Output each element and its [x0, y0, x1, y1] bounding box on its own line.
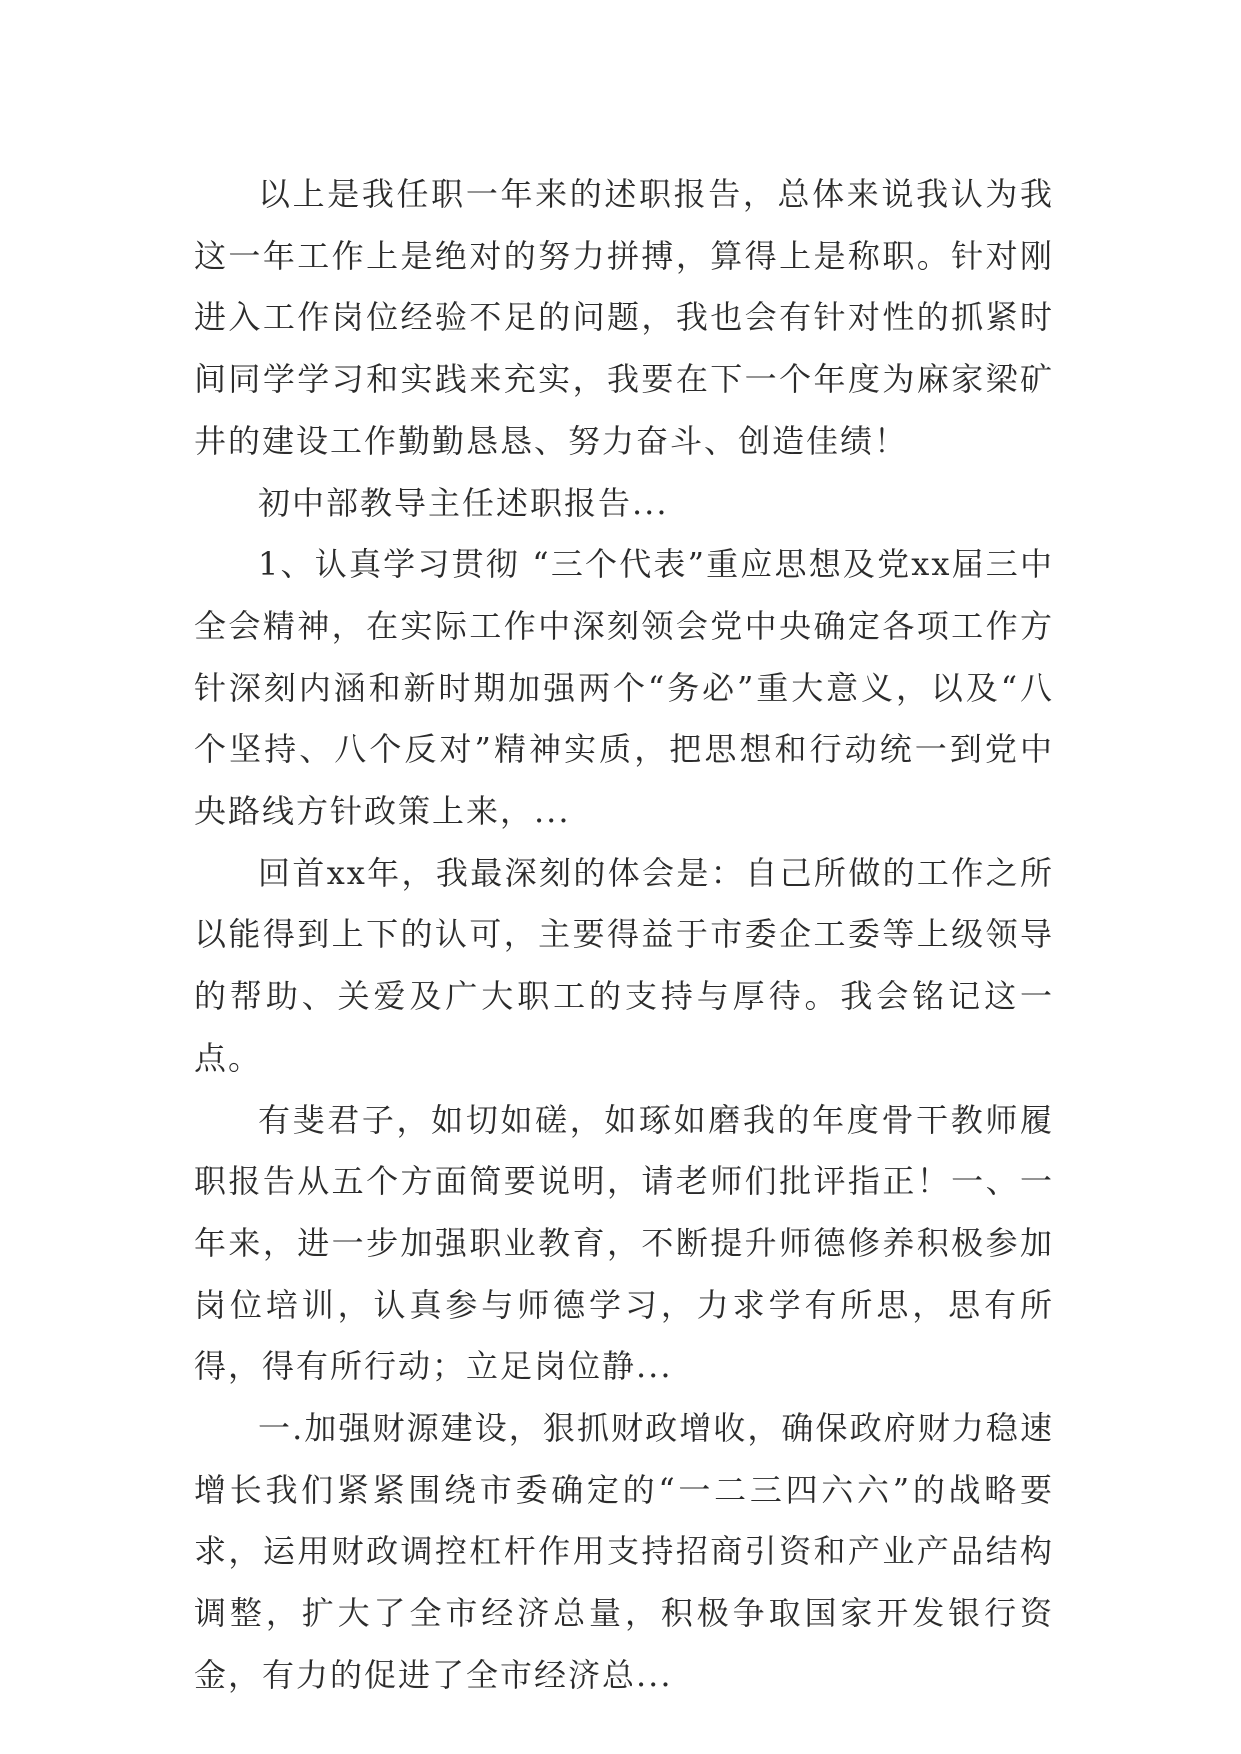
paragraph-1: 以上是我任职一年来的述职报告，总体来说我认为我这一年工作上是绝对的努力拼搏，算得上是称职。针对刚进入工作岗位经验不足的问题，我也会有针对性的抓紧时间同学学习和实践来充实，我要在下一个年度为麻家梁矿井的建设工作勤勤恳恳、努力奋斗、创造佳绩！	[194, 175, 1054, 460]
paragraph-2: 初中部教导主任述职报告...	[258, 483, 669, 522]
paragraph-3: 1、认真学习贯彻 “三个代表”重应思想及党xx届三中全会精神，在实际工作中深刻领会党中央确定各项工作方针深刻内涵和新时期加强两个“务必”重大意义，以及“八个坚持、八个反对”精神实质，把思想和行动统一到党中央路线方针政策上来，...	[194, 545, 1054, 831]
document-body	[194, 164, 1054, 1707]
paragraph-4: 回首xx年，我最深刻的体会是：自己所做的工作之所以能得到上下的认可，主要得益于市委企工委等上级领导的帮助、关爱及广大职工的支持与厚待。我会铭记这一点。	[194, 853, 1054, 1077]
paragraph-6: 一.加强财源建设，狠抓财政增收，确保政府财力稳速增长我们紧紧围绕市委确定的“一二三四六六”的战略要求，运用财政调控杠杆作用支持招商引资和产业产品结构调整，扩大了全市经济总量，积极争取国家开发银行资金，有力的促进了全市经济总...	[194, 1409, 1054, 1694]
paragraph-5: 有斐君子，如切如磋，如琢如磨我的年度骨干教师履职报告从五个方面简要说明，请老师们批评指正！一、一年来，进一步加强职业教育，不断提升师德修养积极参加岗位培训，认真参与师德学习，力求学有所思，思有所得，得有所行动；立足岗位静...	[194, 1100, 1054, 1386]
